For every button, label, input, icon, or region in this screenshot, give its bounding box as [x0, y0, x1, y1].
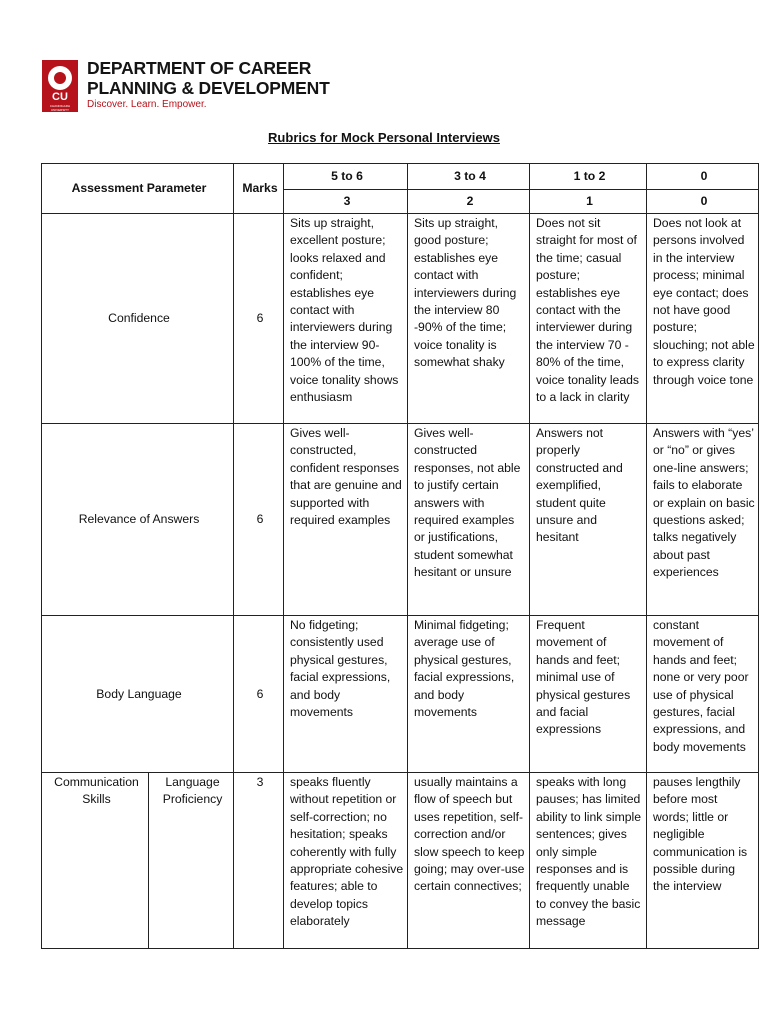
rubric-cell: Answers not properly constructed and exemplified, student quite unsure and hesitant	[530, 424, 647, 616]
table-row	[42, 214, 759, 424]
department-line-1: DEPARTMENT OF CAREER	[87, 58, 312, 78]
table-row	[42, 616, 759, 773]
band-score: 0	[647, 190, 759, 214]
band-range: 5 to 6	[284, 164, 408, 190]
emblem-icon	[48, 66, 72, 90]
sub-parameter-name: Language Proficiency	[149, 773, 234, 949]
band-range: 1 to 2	[530, 164, 647, 190]
rubric-cell: Does not look at persons involved in the interview process; minimal eye contact; does not have good posture; slouching; not able to express clarity through voice tone	[647, 214, 759, 424]
logo-subtext: CHANDIGARH UNIVERSITY	[49, 104, 71, 112]
rubric-cell: Sits up straight, good posture; establishes eye contact with interviewers during the interview 80 -90% of the time; voice tonality is somewhat shaky	[408, 214, 530, 424]
rubric-cell: Frequent movement of hands and feet; minimal use of physical gestures and facial expressions	[530, 616, 647, 773]
header-row-bands	[42, 164, 759, 190]
parameter-name: Confidence	[42, 214, 234, 424]
rubric-cell: Minimal fidgeting; average use of physical gestures, facial expressions, and body movements	[408, 616, 530, 773]
rubric-cell: speaks with long pauses; has limited ability to link simple sentences; gives only simple responses and is frequently unable to convey the basic message	[530, 773, 647, 949]
band-range: 3 to 4	[408, 164, 530, 190]
band-range: 0	[647, 164, 759, 190]
logo-text: CU	[52, 91, 68, 103]
table-row	[42, 424, 759, 616]
rubric-cell: speaks fluently without repetition or self-correction; no hesitation; speaks coherently with fully appropriate cohesive features; able to develop topics elaborately	[284, 773, 408, 949]
rubric-cell: Gives well-constructed, confident responses that are genuine and supported with required examples	[284, 424, 408, 616]
rubric-cell: usually maintains a flow of speech but uses repetition, self-correction and/or slow speech to keep going; may over-use certain connectives;	[408, 773, 530, 949]
band-score: 2	[408, 190, 530, 214]
parameter-marks: 3	[234, 773, 284, 949]
rubric-table	[41, 163, 759, 949]
band-score: 1	[530, 190, 647, 214]
table-row	[42, 773, 759, 949]
rubric-cell: Gives well-constructed responses, not able to justify certain answers with required examples or justifications, student somewhat hesitant or unsure	[408, 424, 530, 616]
parameter-marks: 6	[234, 424, 284, 616]
parameter-name: Body Language	[42, 616, 234, 773]
header-marks: Marks	[234, 164, 284, 214]
parameter-marks: 6	[234, 214, 284, 424]
rubric-cell: Answers with “yes’ or “no” or gives one-line answers; fails to elaborate or explain on basic questions asked; talks negatively about past experiences	[647, 424, 759, 616]
parameter-name: Communication Skills	[42, 773, 149, 949]
rubric-cell: Does not sit straight for most of the time; casual posture; establishes eye contact with the interviewer during the interview 70 - 80% of the time, voice tonality leads to a lack in clarity	[530, 214, 647, 424]
university-logo	[42, 60, 78, 112]
rubric-cell: constant movement of hands and feet; none or very poor use of physical gestures, facial expressions, and body movements	[647, 616, 759, 773]
rubric-cell: Sits up straight, excellent posture; looks relaxed and confident; establishes eye contact with interviewers during the interview 90-100% of the time, voice tonality shows enthusiasm	[284, 214, 408, 424]
page-title: Rubrics for Mock Personal Interviews	[268, 130, 500, 145]
band-score: 3	[284, 190, 408, 214]
rubric-cell: No fidgeting; consistently used physical gestures, facial expressions, and body movements	[284, 616, 408, 773]
header-parameter: Assessment Parameter	[42, 164, 234, 214]
parameter-name: Relevance of Answers	[42, 424, 234, 616]
parameter-marks: 6	[234, 616, 284, 773]
department-name	[87, 58, 330, 111]
rubric-cell: pauses lengthily before most words; little or negligible communication is possible during the interview	[647, 773, 759, 949]
department-tagline: Discover. Learn. Empower.	[87, 99, 207, 110]
department-line-2: PLANNING & DEVELOPMENT	[87, 78, 330, 98]
